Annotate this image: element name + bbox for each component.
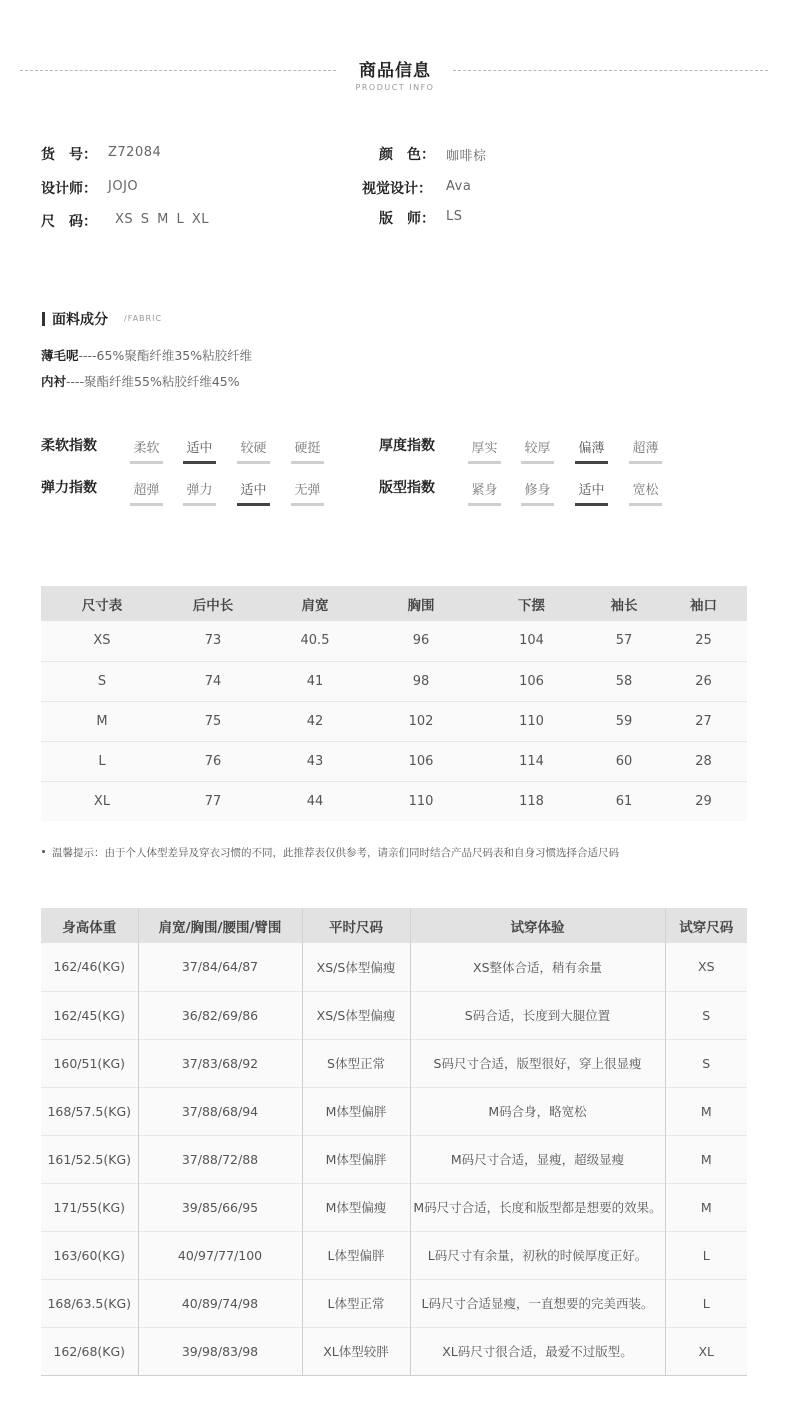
- table-cell: 102: [367, 701, 475, 741]
- table-cell: 41: [263, 661, 367, 701]
- table-cell: 27: [660, 701, 747, 741]
- size-label: 尺 码：: [41, 214, 97, 230]
- softness-option: 较硬: [237, 437, 270, 456]
- size-chart-header: 胸围: [367, 586, 475, 621]
- visual-designer-value: Ava: [446, 179, 472, 194]
- color-value: 咖啡棕: [446, 149, 487, 164]
- size-chart-header: 肩宽: [263, 586, 367, 621]
- table-cell: 58: [588, 661, 660, 701]
- pattern-maker-label: 版 师：: [379, 211, 435, 227]
- fabric-line-outer: [41, 346, 252, 364]
- thickness-index-label: 厚度指数: [379, 438, 435, 454]
- fabric-line-lining: [41, 372, 240, 390]
- table-cell: M: [665, 1087, 747, 1135]
- color-label: 颜 色：: [379, 147, 435, 163]
- try-on-header: 试穿体验: [410, 908, 665, 943]
- table-cell: 75: [163, 701, 263, 741]
- fit-option: 适中: [575, 479, 608, 498]
- table-cell: 77: [163, 781, 263, 821]
- table-cell: 26: [660, 661, 747, 701]
- table-cell: 114: [475, 741, 588, 781]
- table-cell: 163/60(KG): [41, 1231, 138, 1279]
- table-cell: L码尺寸有余量，初秋的时候厚度正好。: [410, 1231, 665, 1279]
- size-value: XS S M L XL: [115, 212, 210, 227]
- elasticity-index-label: 弹力指数: [41, 480, 97, 496]
- table-cell: 161/52.5(KG): [41, 1135, 138, 1183]
- table-cell: L: [665, 1279, 747, 1327]
- table-cell: XL: [665, 1327, 747, 1375]
- table-cell: 29: [660, 781, 747, 821]
- thickness-option: 较厚: [521, 437, 554, 456]
- try-on-header: 试穿尺码: [665, 908, 747, 943]
- table-cell: 40.5: [300, 633, 330, 649]
- table-cell: 44: [263, 781, 367, 821]
- table-row: [41, 1039, 747, 1087]
- table-cell: M体型偏胖: [302, 1135, 410, 1183]
- table-cell: 98: [367, 661, 475, 701]
- table-cell: 168/63.5(KG): [41, 1279, 138, 1327]
- table-cell: 162/68(KG): [41, 1327, 138, 1375]
- size-chart-header: 袖长: [588, 586, 660, 621]
- table-row: [41, 621, 747, 661]
- table-cell: M码合身，略宽松: [410, 1087, 665, 1135]
- item-no-label: 货 号：: [41, 147, 97, 163]
- table-cell: L体型正常: [302, 1279, 410, 1327]
- designer-label: 设计师：: [41, 181, 97, 197]
- try-on-header: 身高体重: [41, 908, 138, 943]
- table-cell: M体型偏胖: [302, 1087, 410, 1135]
- fabric-line-lining-value: ----聚酯纤维55%粘胶纤维45%: [66, 374, 240, 389]
- table-cell: M: [665, 1135, 747, 1183]
- table-cell: XS: [665, 943, 747, 991]
- table-row: [41, 991, 747, 1039]
- table-row: [41, 1135, 747, 1183]
- fit-option: 紧身: [468, 479, 501, 498]
- fit-option: 宽松: [629, 479, 662, 498]
- table-cell: 36/82/69/86: [138, 991, 302, 1039]
- table-cell: 40/97/77/100: [138, 1231, 302, 1279]
- table-cell: 39/98/83/98: [138, 1327, 302, 1375]
- table-cell: M: [665, 1183, 747, 1231]
- fabric-title: 面料成分: [52, 312, 108, 328]
- fabric-line-outer-value: ----65%聚酯纤维35%粘胶纤维: [78, 348, 253, 363]
- table-row: [41, 1327, 747, 1375]
- table-row: [41, 781, 747, 821]
- table-row: [41, 701, 747, 741]
- table-cell: 162/46(KG): [53, 959, 126, 975]
- table-cell: L体型偏胖: [302, 1231, 410, 1279]
- softness-index-label: 柔软指数: [41, 438, 97, 454]
- try-on-table: [41, 908, 747, 1376]
- table-cell: 37/83/68/92: [138, 1039, 302, 1087]
- section-title-product-info: 商品信息: [359, 61, 431, 81]
- table-cell: 37/88/72/88: [138, 1135, 302, 1183]
- elasticity-option: 弹力: [183, 479, 216, 498]
- table-cell: XL体型较胖: [302, 1327, 410, 1375]
- table-cell: M码尺寸合适，长度和版型都是想要的效果。: [410, 1183, 665, 1231]
- table-cell: 73: [204, 633, 222, 649]
- size-chart-table: [41, 586, 747, 821]
- try-on-header: 平时尺码: [302, 908, 410, 943]
- thickness-option: 偏薄: [575, 437, 608, 456]
- table-cell: 106: [475, 661, 588, 701]
- table-cell: 118: [475, 781, 588, 821]
- fit-index-label: 版型指数: [379, 480, 435, 496]
- size-chart-header: 下摆: [475, 586, 588, 621]
- size-tip: [52, 845, 619, 860]
- fabric-line-lining-label: 内衬: [41, 374, 67, 389]
- table-cell: XS整体合适，稍有余量: [410, 943, 665, 991]
- table-cell: M体型偏瘦: [302, 1183, 410, 1231]
- try-on-header-row: [41, 908, 747, 943]
- elasticity-option: 超弹: [130, 479, 163, 498]
- table-cell: S码合适，长度到大腿位置: [410, 991, 665, 1039]
- table-cell: S: [41, 661, 163, 701]
- fabric-title-bar: [42, 312, 45, 326]
- table-cell: 37/88/68/94: [138, 1087, 302, 1135]
- designer-value: JOJO: [108, 179, 139, 194]
- elasticity-option: 适中: [237, 479, 270, 498]
- table-cell: XS/S体型偏瘦: [302, 943, 410, 991]
- table-row: [41, 1279, 747, 1327]
- table-cell: L: [41, 741, 163, 781]
- table-cell: 59: [588, 701, 660, 741]
- size-chart-header: 后中长: [163, 586, 263, 621]
- table-cell: XS/S体型偏瘦: [302, 991, 410, 1039]
- table-cell: S: [665, 991, 747, 1039]
- table-cell: 25: [695, 633, 712, 649]
- try-on-header: 肩宽/胸围/腰围/臂围: [138, 908, 302, 943]
- table-cell: L: [665, 1231, 747, 1279]
- table-cell: 28: [660, 741, 747, 781]
- table-cell: S体型正常: [302, 1039, 410, 1087]
- table-row: [41, 1231, 747, 1279]
- table-cell: M: [41, 701, 163, 741]
- softness-option: 适中: [183, 437, 216, 456]
- table-cell: 76: [163, 741, 263, 781]
- table-cell: XS: [93, 633, 111, 649]
- size-tip-text: 温馨提示：由于个人体型差异及穿衣习惯的不同，此推荐表仅供参考，请亲们同时结合产品尺码表和自身习惯选择合适尺码: [52, 847, 619, 859]
- table-cell: L码尺寸合适显瘦，一直想要的完美西装。: [410, 1279, 665, 1327]
- table-cell: 110: [475, 701, 588, 741]
- table-cell: 74: [163, 661, 263, 701]
- table-cell: 39/85/66/95: [138, 1183, 302, 1231]
- table-row: [41, 661, 747, 701]
- thickness-option: 厚实: [468, 437, 501, 456]
- table-cell: 106: [367, 741, 475, 781]
- table-cell: 96: [412, 633, 430, 649]
- fit-option: 修身: [521, 479, 554, 498]
- table-cell: S: [665, 1039, 747, 1087]
- table-row: [41, 1087, 747, 1135]
- table-cell: 168/57.5(KG): [41, 1087, 138, 1135]
- table-row: [41, 741, 747, 781]
- item-no-value: Z72084: [108, 145, 162, 160]
- fabric-line-outer-label: 薄毛呢: [41, 348, 79, 363]
- table-cell: 37/84/64/87: [138, 943, 302, 991]
- table-cell: XL: [41, 781, 163, 821]
- visual-designer-label: 视觉设计：: [362, 181, 432, 197]
- pattern-maker-value: LS: [446, 209, 463, 224]
- softness-option: 硬挺: [291, 437, 324, 456]
- thickness-option: 超薄: [629, 437, 662, 456]
- elasticity-option: 无弹: [291, 479, 324, 498]
- section-subtitle-product-info: PRODUCT INFO: [355, 83, 435, 92]
- softness-option: 柔软: [130, 437, 163, 456]
- size-chart-header-row: [41, 586, 747, 621]
- table-cell: 42: [263, 701, 367, 741]
- table-cell: S码尺寸合适，版型很好，穿上很显瘦: [410, 1039, 665, 1087]
- table-cell: 110: [367, 781, 475, 821]
- table-cell: 57: [615, 633, 633, 649]
- table-cell: 162/45(KG): [41, 991, 138, 1039]
- table-cell: 43: [263, 741, 367, 781]
- table-cell: 104: [519, 633, 544, 649]
- table-cell: 40/89/74/98: [138, 1279, 302, 1327]
- size-chart-header: 袖口: [660, 586, 747, 621]
- table-cell: M码尺寸合适，显瘦，超级显瘦: [410, 1135, 665, 1183]
- table-cell: 61: [588, 781, 660, 821]
- table-cell: 160/51(KG): [41, 1039, 138, 1087]
- size-chart-header: 尺寸表: [41, 586, 163, 621]
- bullet-icon: [42, 850, 45, 853]
- fabric-subtitle: /FABRIC: [124, 314, 163, 323]
- table-cell: 171/55(KG): [41, 1183, 138, 1231]
- table-cell: 60: [588, 741, 660, 781]
- table-row: [41, 1183, 747, 1231]
- table-cell: XL码尺寸很合适，最爱不过版型。: [410, 1327, 665, 1375]
- table-row: [41, 943, 747, 991]
